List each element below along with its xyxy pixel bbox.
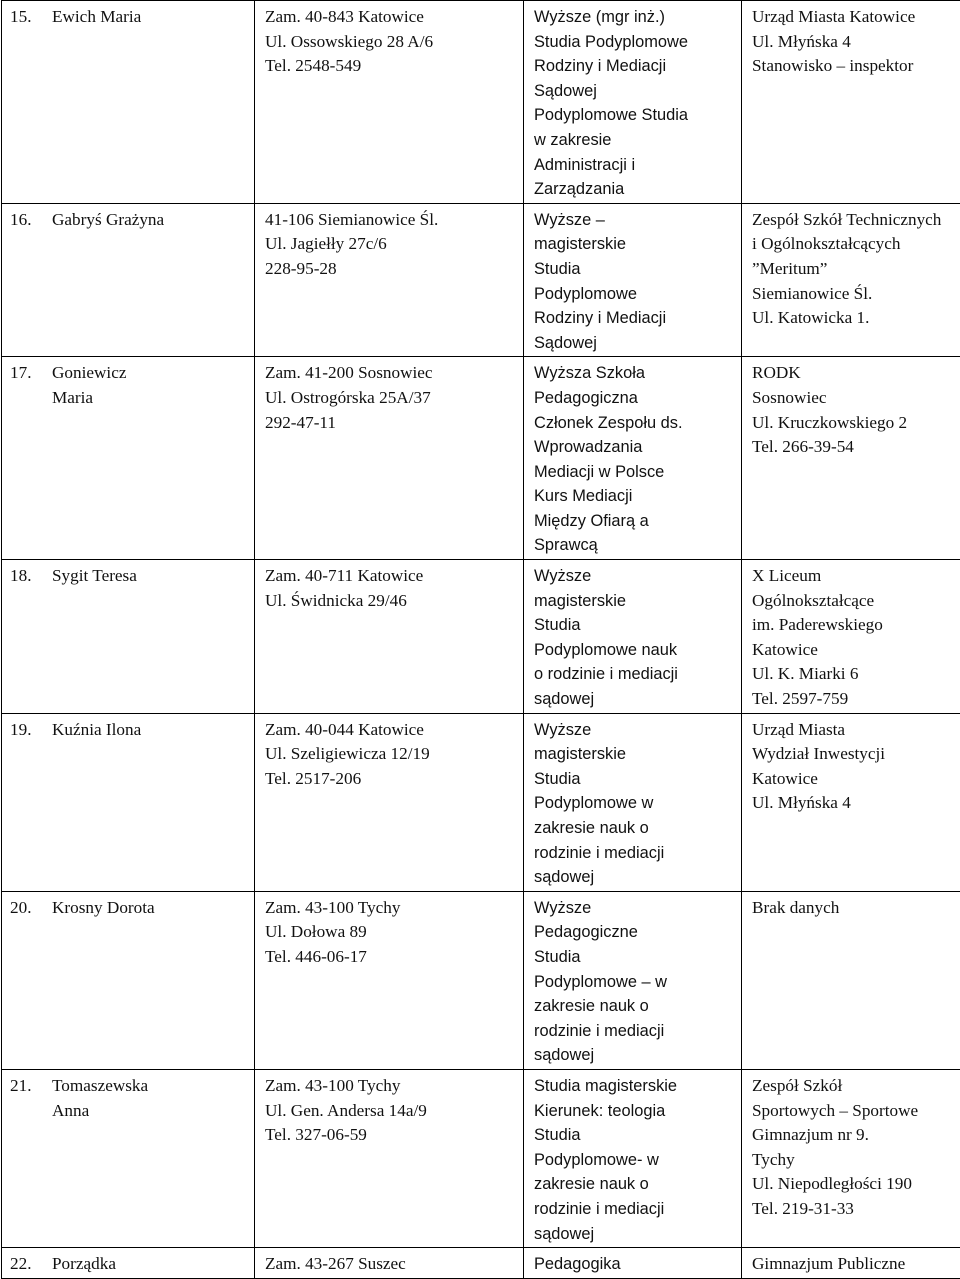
- address-cell: Zam. 43-100 Tychy Ul. Gen. Andersa 14a/9 Tel. 327-06-59: [255, 1069, 524, 1247]
- person-name: Porządka: [52, 1252, 116, 1277]
- row-number: 15.: [10, 5, 52, 30]
- person-name: Sygit Teresa: [52, 564, 137, 589]
- workplace-cell: Zespół Szkół Sportowych – Sportowe Gimnazjum nr 9. Tychy Ul. Niepodległości 190 Tel. 219-31-33: [742, 1069, 960, 1247]
- workplace-cell: Urząd Miasta Wydział Inwestycji Katowice Ul. Młyńska 4: [742, 713, 960, 891]
- name-cell: [2, 357, 255, 560]
- person-name: Tomaszewska Anna: [52, 1074, 148, 1123]
- table-row: [2, 1, 960, 204]
- name-cell: [2, 1248, 255, 1279]
- name-cell: [2, 891, 255, 1069]
- address-cell: Zam. 43-267 Suszec: [255, 1248, 524, 1279]
- person-name: Kuźnia Ilona: [52, 718, 141, 743]
- workplace-cell: Zespół Szkół Technicznych i Ogólnokształcących ”Meritum” Siemianowice Śl. Ul. Katowicka 1.: [742, 203, 960, 357]
- table-row: [2, 713, 960, 891]
- education-cell: Wyższe (mgr inż.) Studia Podyplomowe Rodziny i Mediacji Sądowej Podyplomowe Studia w zakresie Administracji i Zarządzania: [524, 1, 742, 204]
- row-number: 16.: [10, 208, 52, 233]
- education-cell: Wyższe Pedagogiczne Studia Podyplomowe – w zakresie nauk o rodzinie i mediacji sądowej: [524, 891, 742, 1069]
- address-cell: 41-106 Siemianowice Śl. Ul. Jagiełły 27c/6 228-95-28: [255, 203, 524, 357]
- education-cell: Wyższe magisterskie Studia Podyplomowe nauk o rodzinie i mediacji sądowej: [524, 560, 742, 714]
- workplace-cell: Urząd Miasta Katowice Ul. Młyńska 4 Stanowisko – inspektor: [742, 1, 960, 204]
- address-cell: Zam. 40-044 Katowice Ul. Szeligiewicza 12/19 Tel. 2517-206: [255, 713, 524, 891]
- row-number: 18.: [10, 564, 52, 589]
- name-cell: [2, 560, 255, 714]
- person-name: Gabryś Grażyna: [52, 208, 164, 233]
- education-cell: Wyższe magisterskie Studia Podyplomowe w zakresie nauk o rodzinie i mediacji sądowej: [524, 713, 742, 891]
- mediators-table: [1, 0, 960, 1279]
- address-cell: Zam. 40-843 Katowice Ul. Ossowskiego 28 A/6 Tel. 2548-549: [255, 1, 524, 204]
- workplace-cell: RODK Sosnowiec Ul. Kruczkowskiego 2 Tel. 266-39-54: [742, 357, 960, 560]
- table-row: [2, 891, 960, 1069]
- education-cell: Studia magisterskie Kierunek: teologia Studia Podyplomowe- w zakresie nauk o rodzinie i mediacji sądowej: [524, 1069, 742, 1247]
- person-name: Krosny Dorota: [52, 896, 155, 921]
- table-row: [2, 1248, 960, 1279]
- table-row: [2, 203, 960, 357]
- row-number: 17.: [10, 361, 52, 386]
- row-number: 21.: [10, 1074, 52, 1099]
- workplace-cell: Gimnazjum Publiczne: [742, 1248, 960, 1279]
- address-cell: Zam. 40-711 Katowice Ul. Świdnicka 29/46: [255, 560, 524, 714]
- education-cell: Pedagogika: [524, 1248, 742, 1279]
- row-number: 20.: [10, 896, 52, 921]
- name-cell: [2, 1, 255, 204]
- row-number: 22.: [10, 1252, 52, 1277]
- address-cell: Zam. 41-200 Sosnowiec Ul. Ostrogórska 25A/37 292-47-11: [255, 357, 524, 560]
- table-row: [2, 560, 960, 714]
- workplace-cell: X Liceum Ogólnokształcące im. Paderewskiego Katowice Ul. K. Miarki 6 Tel. 2597-759: [742, 560, 960, 714]
- address-cell: Zam. 43-100 Tychy Ul. Dołowa 89 Tel. 446-06-17: [255, 891, 524, 1069]
- table-row: [2, 1069, 960, 1247]
- person-name: Goniewicz Maria: [52, 361, 126, 410]
- education-cell: Wyższe – magisterskie Studia Podyplomowe Rodziny i Mediacji Sądowej: [524, 203, 742, 357]
- name-cell: [2, 203, 255, 357]
- name-cell: [2, 1069, 255, 1247]
- table-row: [2, 357, 960, 560]
- education-cell: Wyższa Szkoła Pedagogiczna Członek Zespołu ds. Wprowadzania Mediacji w Polsce Kurs Mediacji Między Ofiarą a Sprawcą: [524, 357, 742, 560]
- person-name: Ewich Maria: [52, 5, 141, 30]
- row-number: 19.: [10, 718, 52, 743]
- name-cell: [2, 713, 255, 891]
- workplace-cell: Brak danych: [742, 891, 960, 1069]
